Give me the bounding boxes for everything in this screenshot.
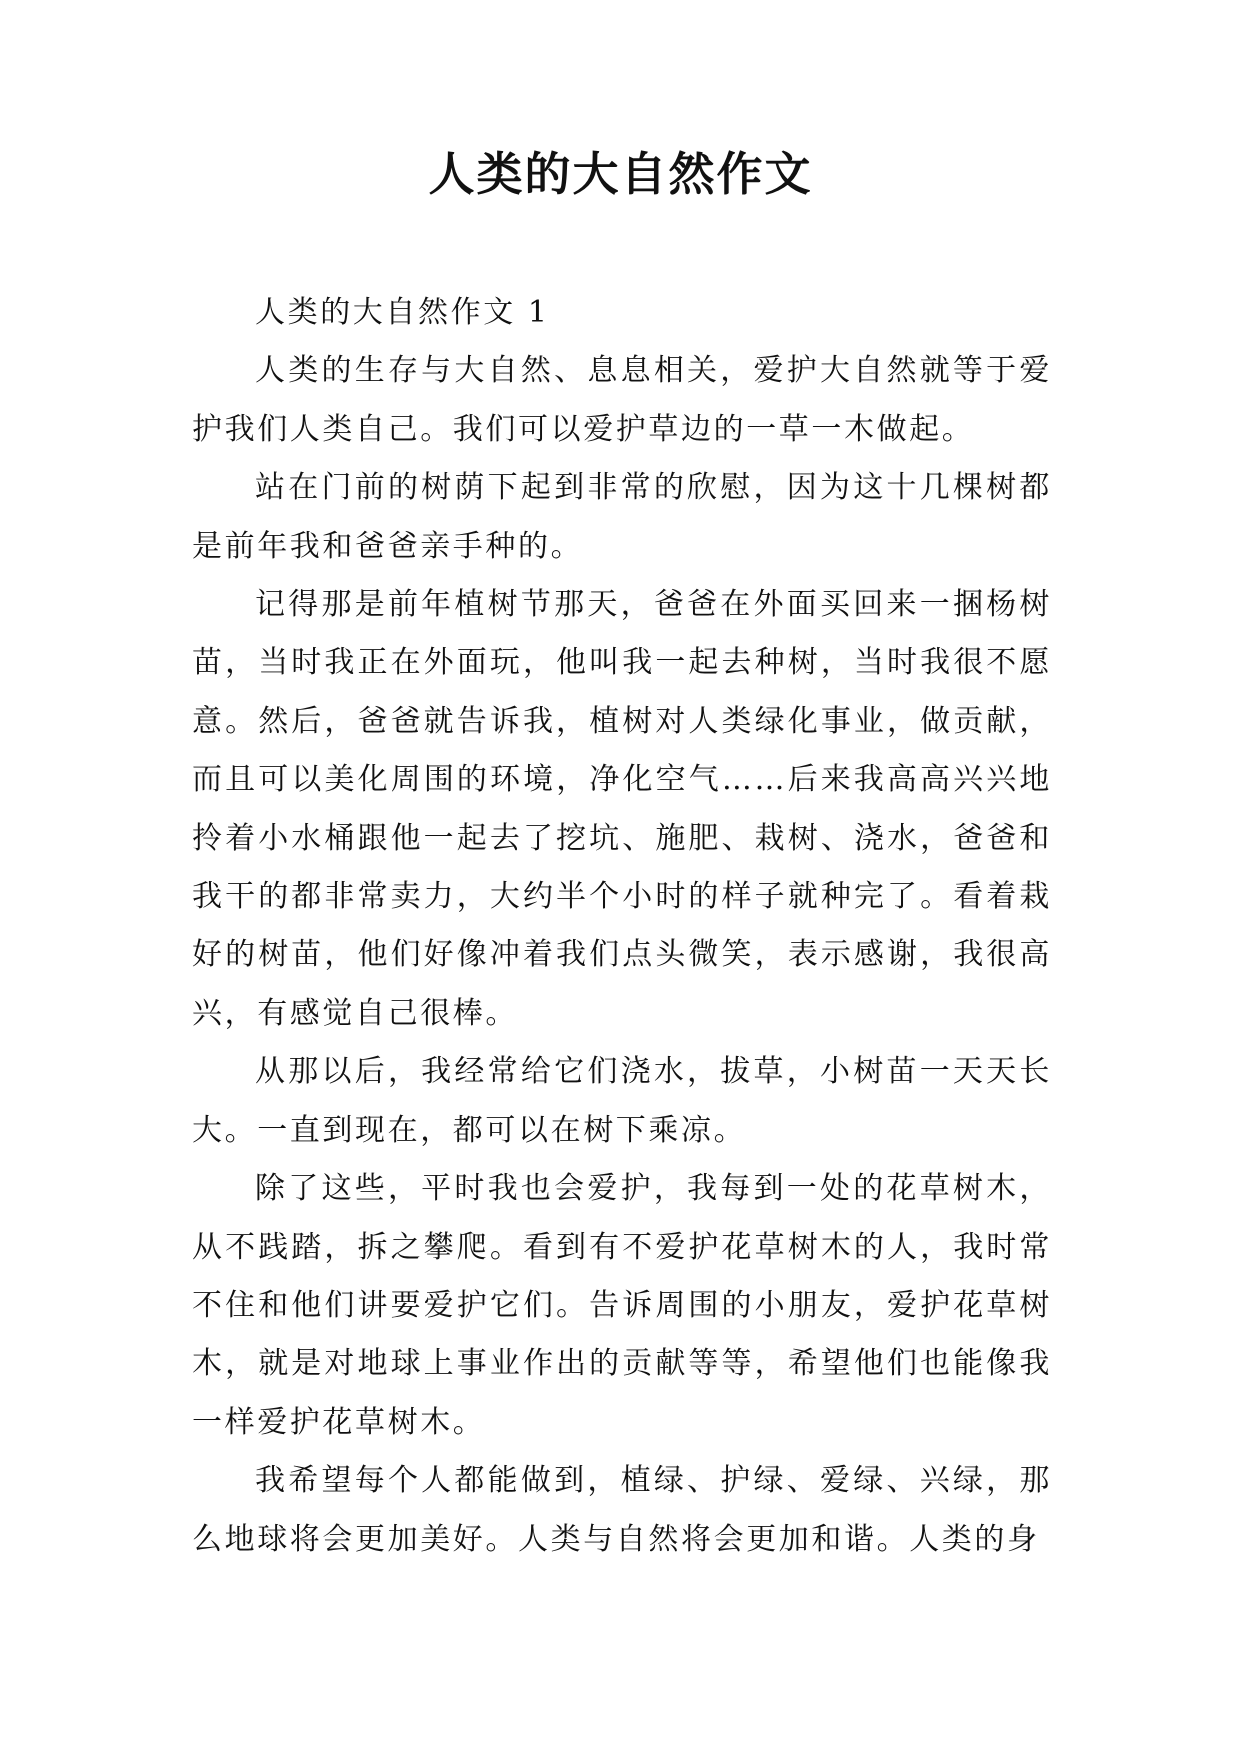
paragraph-5: 除了这些，平时我也会爱护，我每到一处的花草树木，从不践踏，拆之攀爬。看到有不爱护花草树木的人，我时常不住和他们讲要爱护它们。告诉周围的小朋友，爱护花草树木，就是对地球上事业作出的贡献等等，希望他们也能像我一样爱护花草树木。 (192, 1171, 1052, 1440)
paragraph-1: 人类的生存与大自然、息息相关，爱护大自然就等于爱护我们人类自己。我们可以爱护草边的一草一木做起。 (192, 353, 1052, 447)
essay-heading: 人类的大自然作文 1 (255, 295, 550, 330)
document-body (192, 284, 1052, 1569)
paragraph-2: 站在门前的树荫下起到非常的欣慰，因为这十几棵树都是前年我和爸爸亲手种的。 (192, 470, 1052, 564)
paragraph-6: 我希望每个人都能做到，植绿、护绿、爱绿、兴绿，那么地球将会更加美好。人类与自然将会更加和谐。人类的身 (192, 1463, 1052, 1557)
document-title: 人类的大自然作文 (428, 147, 813, 201)
paragraph-4: 从那以后，我经常给它们浇水，拔草，小树苗一天天长大。一直到现在，都可以在树下乘凉。 (192, 1054, 1052, 1148)
paragraph-3: 记得那是前年植树节那天，爸爸在外面买回来一捆杨树苗，当时我正在外面玩，他叫我一起去种树，当时我很不愿意。然后，爸爸就告诉我，植树对人类绿化事业，做贡献，而且可以美化周围的环境，净化空气……后来我高高兴兴地拎着小水桶跟他一起去了挖坑、施肥、栽树、浇水，爸爸和我干的都非常卖力，大约半个小时的样子就种完了。看着栽好的树苗，他们好像冲着我们点头微笑，表示感谢，我很高兴，有感觉自己很棒。 (192, 587, 1052, 1031)
